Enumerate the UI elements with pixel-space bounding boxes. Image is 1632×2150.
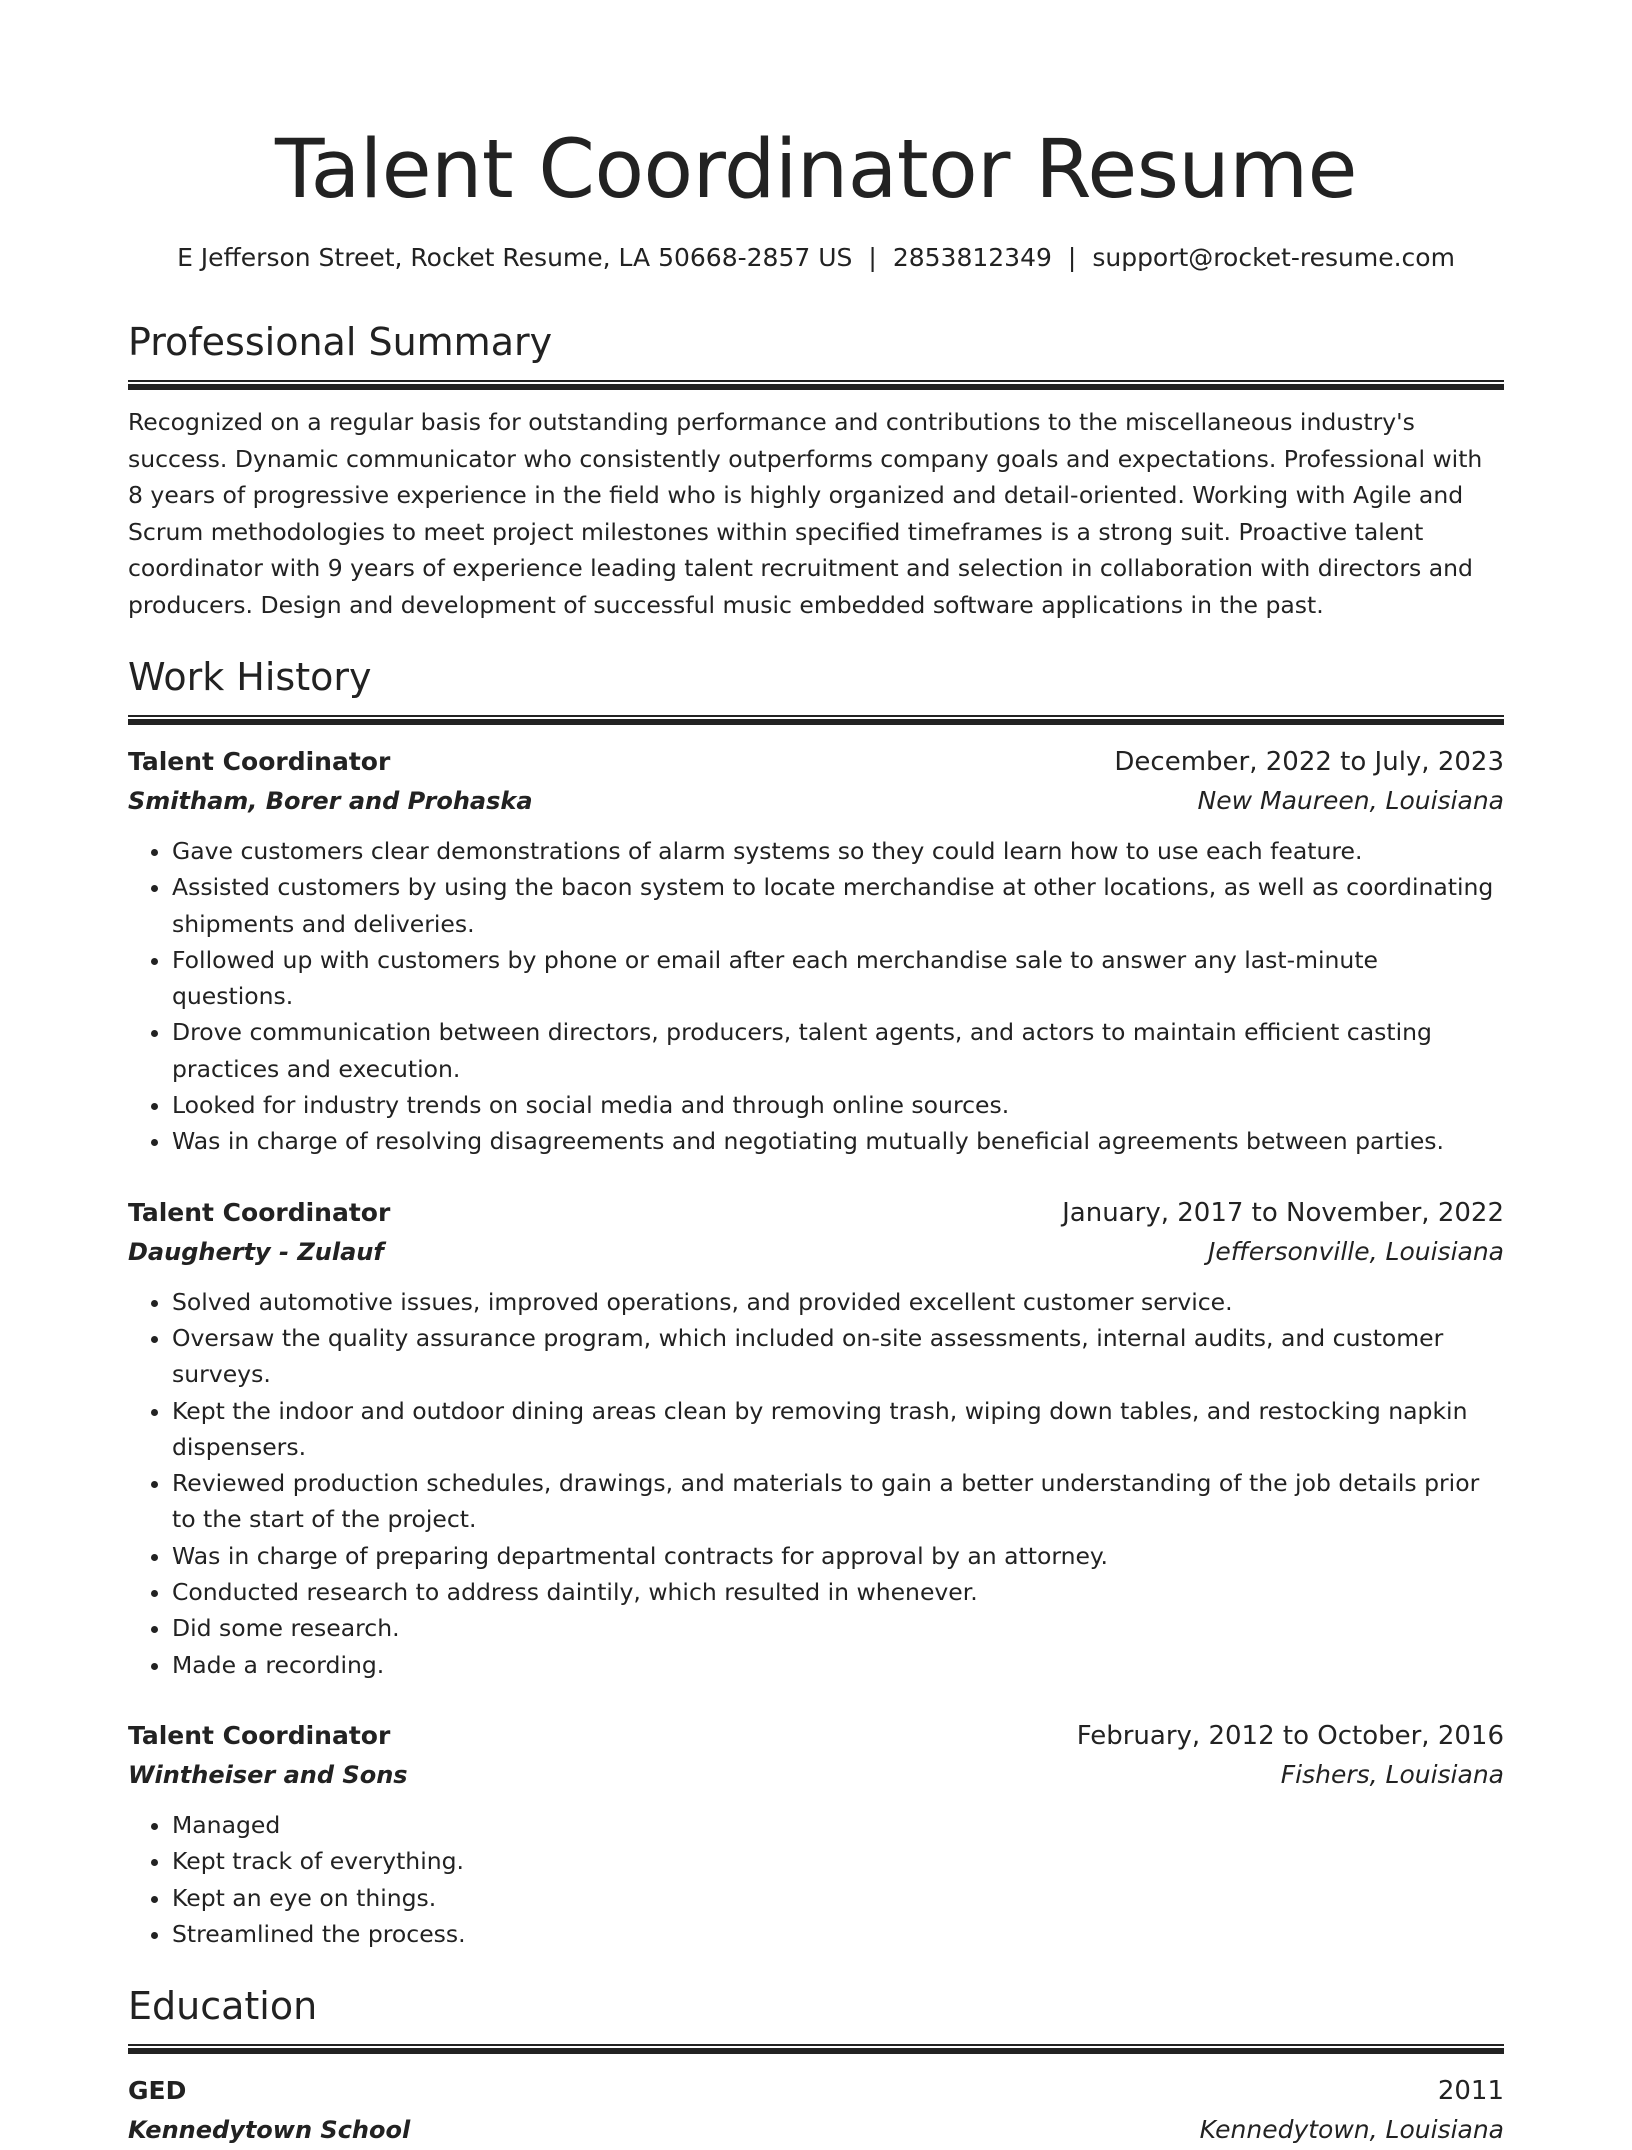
job-title: Talent Coordinator [128, 1197, 391, 1227]
job-bullets [128, 1807, 1504, 1952]
job-bullet: • Oversaw the quality assurance program, which included on-site assessments, internal audits, and customer surveys. [172, 1320, 1504, 1393]
job-bullet: • Was in charge of preparing departmental contracts for approval by an attorney. [172, 1538, 1504, 1574]
job-dates: February, 2012 to October, 2016 [1076, 1720, 1504, 1751]
job-title: Talent Coordinator [128, 1720, 391, 1750]
job-header-row [128, 1194, 1504, 1232]
education-school-row [128, 2110, 1504, 2150]
education-header-row [128, 2072, 1504, 2110]
contact-address: E Jefferson Street, Rocket Resume, LA 50668-2857 US [177, 243, 853, 272]
section-divider [128, 715, 1504, 725]
contact-phone: 2853812349 [892, 243, 1052, 272]
job-location: Fishers, Louisiana [1280, 1759, 1504, 1789]
job-bullet: • Streamlined the process. [172, 1916, 1504, 1952]
summary-text: Recognized on a regular basis for outstanding performance and contributions to the miscellaneous industry's success. Dynamic communicator who consistently outperforms company goals and expectations. Professional with 8 years of progressive experience in the field who is highly organized and detail-oriented. Working with Agile and Scrum methodologies to meet project milestones within specified timeframes is a strong suit. Proactive talent coordinator with 9 years of experience leading talent recruitment and selection in collaboration with directors and producers. Design and development of successful music embedded software applications in the past. [128, 408, 1483, 619]
job-entry [128, 1717, 1504, 1952]
job-company: Daugherty - Zulauf [128, 1237, 384, 1266]
education-school: Kennedytown School [128, 2116, 411, 2145]
resume-title: Talent Coordinator Resume [275, 123, 1357, 217]
job-bullet: • Followed up with customers by phone or email after each merchandise sale to answer any last-minute questions. [172, 942, 1504, 1015]
education-entry [128, 2072, 1504, 2150]
job-company-row [128, 781, 1504, 821]
job-bullet: • Looked for industry trends on social media and through online sources. [172, 1087, 1504, 1123]
contact-separator: | [1067, 243, 1077, 272]
professional-summary-section [128, 318, 1504, 623]
work-history-section [128, 653, 1504, 1952]
job-bullet: • Kept track of everything. [172, 1843, 1504, 1879]
job-dates: December, 2022 to July, 2023 [1114, 747, 1504, 777]
job-bullet: • Gave customers clear demonstrations of alarm systems so they could learn how to use each feature. [172, 833, 1504, 869]
job-dates: January, 2017 to November, 2022 [1062, 1197, 1504, 1228]
job-company: Smitham, Borer and Prohaska [128, 787, 533, 815]
section-heading: Professional Summary [128, 320, 553, 364]
job-title: Talent Coordinator [128, 747, 391, 776]
education-degree: GED [128, 2076, 187, 2106]
job-bullet: • Managed [172, 1807, 1504, 1843]
job-entry [128, 743, 1504, 1160]
contact-line [128, 240, 1504, 276]
section-heading: Work History [128, 655, 372, 699]
job-bullet: • Made a recording. [172, 1647, 1504, 1683]
job-bullet: • Assisted customers by using the bacon system to locate merchandise at other locations, as well as coordinating shipments and deliveries. [172, 869, 1504, 942]
job-bullets [128, 833, 1504, 1160]
job-bullet: • Solved automotive issues, improved operations, and provided excellent customer service. [172, 1284, 1504, 1320]
section-divider [128, 2044, 1504, 2054]
education-location: Kennedytown, Louisiana [1199, 2115, 1504, 2145]
job-bullet: • Was in charge of resolving disagreements and negotiating mutually beneficial agreements between parties. [172, 1123, 1504, 1159]
contact-separator: | [868, 243, 877, 272]
education-year: 2011 [1437, 2076, 1504, 2107]
job-bullets [128, 1284, 1504, 1683]
job-company: Wintheiser and Sons [128, 1760, 408, 1789]
job-entry [128, 1194, 1504, 1683]
job-bullet: • Kept the indoor and outdoor dining areas clean by removing trash, wiping down tables, and restocking napkin dispensers. [172, 1393, 1504, 1466]
job-bullet: • Drove communication between directors, producers, talent agents, and actors to maintain efficient casting practices and execution. [172, 1014, 1504, 1087]
job-bullet: • Kept an eye on things. [172, 1880, 1504, 1916]
section-divider [128, 380, 1504, 390]
job-location: Jeffersonville, Louisiana [1208, 1236, 1504, 1266]
job-company-row [128, 1232, 1504, 1272]
job-header-row [128, 743, 1504, 781]
job-header-row [128, 1717, 1504, 1755]
education-section [128, 1982, 1504, 2150]
job-bullet: • Did some research. [172, 1610, 1504, 1646]
contact-email: support@rocket-resume.com [1092, 243, 1455, 272]
section-heading: Education [128, 1984, 318, 2029]
job-bullet: • Reviewed production schedules, drawings, and materials to gain a better understanding of the job details prior to the start of the project. [172, 1465, 1504, 1538]
job-location: New Maureen, Louisiana [1197, 786, 1504, 815]
job-bullet: • Conducted research to address daintily, which resulted in whenever. [172, 1574, 1504, 1610]
job-company-row [128, 1755, 1504, 1795]
